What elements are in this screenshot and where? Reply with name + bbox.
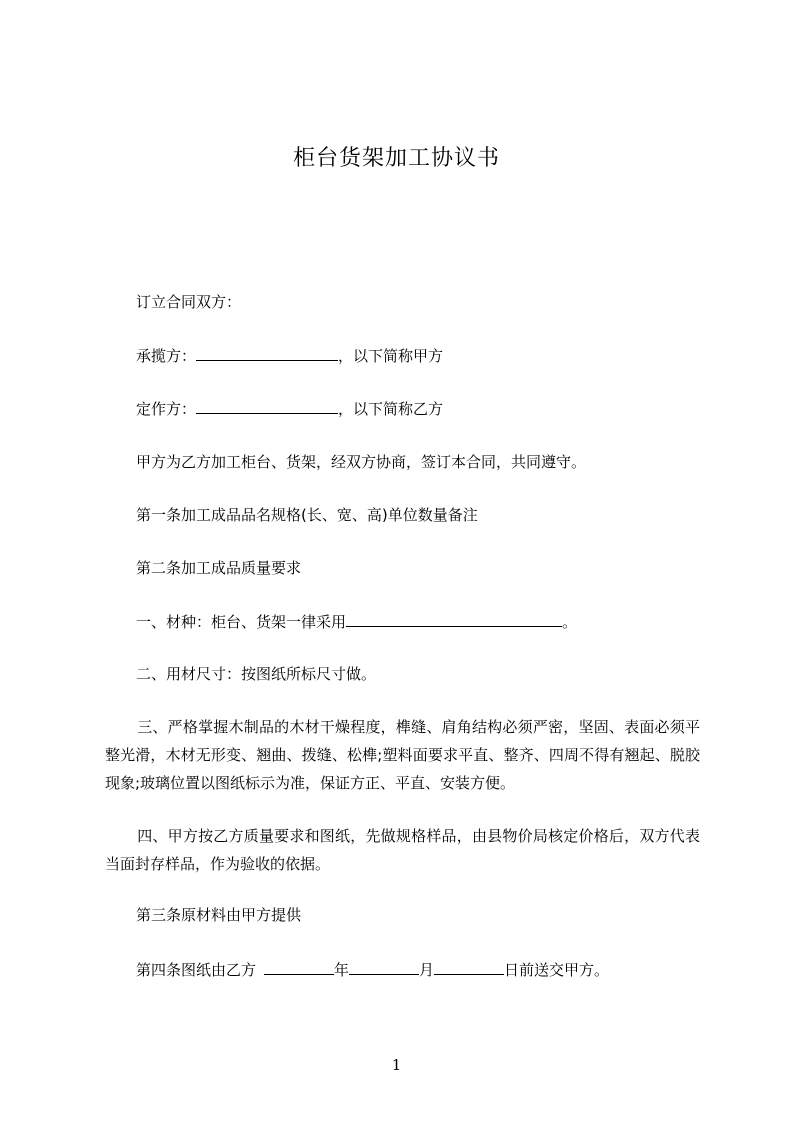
article-1: 第一条加工成品品名规格(长、宽、高)单位数量备注 bbox=[136, 506, 478, 524]
party-a-suffix: ，以下简称甲方 bbox=[338, 347, 444, 365]
article-4-suffix: 日前送交甲方。 bbox=[504, 961, 610, 979]
item-4-text: 四、甲方按乙方质量要求和图纸，先做规格样品，由县物价局核定价格后，双方代表当面封存样品，作为验收的依据。 bbox=[105, 827, 700, 873]
document-title: 柜台货架加工协议书 bbox=[292, 146, 500, 171]
item-2: 二、用材尺寸：按图纸所标尺寸做。 bbox=[136, 665, 377, 683]
month-label: 月 bbox=[419, 961, 435, 979]
year-blank bbox=[264, 959, 334, 975]
month-blank bbox=[349, 959, 419, 975]
article-3: 第三条原材料由甲方提供 bbox=[136, 906, 302, 924]
party-a-blank bbox=[196, 345, 338, 361]
item-4-paragraph bbox=[105, 822, 700, 878]
party-b-suffix: ，以下简称乙方 bbox=[338, 400, 444, 418]
party-b-blank bbox=[196, 398, 338, 414]
parties-intro: 订立合同双方： bbox=[136, 293, 242, 311]
intro-text: 甲方为乙方加工柜台、货架，经双方协商，签订本合同，共同遵守。 bbox=[136, 453, 587, 471]
item-1-blank bbox=[346, 611, 562, 627]
article-4-line bbox=[136, 959, 609, 980]
item-1-suffix: 。 bbox=[562, 613, 578, 631]
item-1-prefix: 一、材种：柜台、货架一律采用 bbox=[136, 613, 347, 631]
item-3-paragraph bbox=[105, 713, 700, 797]
article-4-prefix: 第四条图纸由乙方 bbox=[136, 961, 257, 979]
item-3-text: 三、严格掌握木制品的木材干燥程度，榫缝、肩角结构必须严密，坚固、表面必须平整光滑，木材无形变、翘曲、拨缝、松榫;塑料面要求平直、整齐、四周不得有翘起、脱胶现象;玻璃位置以图纸标示为准，保证方正、平直、安装方便。 bbox=[105, 718, 700, 792]
page-number: 1 bbox=[391, 1056, 402, 1074]
year-label: 年 bbox=[334, 961, 350, 979]
party-a-line bbox=[136, 345, 443, 366]
day-blank bbox=[434, 959, 504, 975]
item-1-line bbox=[136, 611, 577, 632]
party-a-label: 承揽方： bbox=[136, 347, 197, 365]
article-2: 第二条加工成品质量要求 bbox=[136, 559, 302, 577]
party-b-line bbox=[136, 398, 443, 419]
party-b-label: 定作方： bbox=[136, 400, 197, 418]
